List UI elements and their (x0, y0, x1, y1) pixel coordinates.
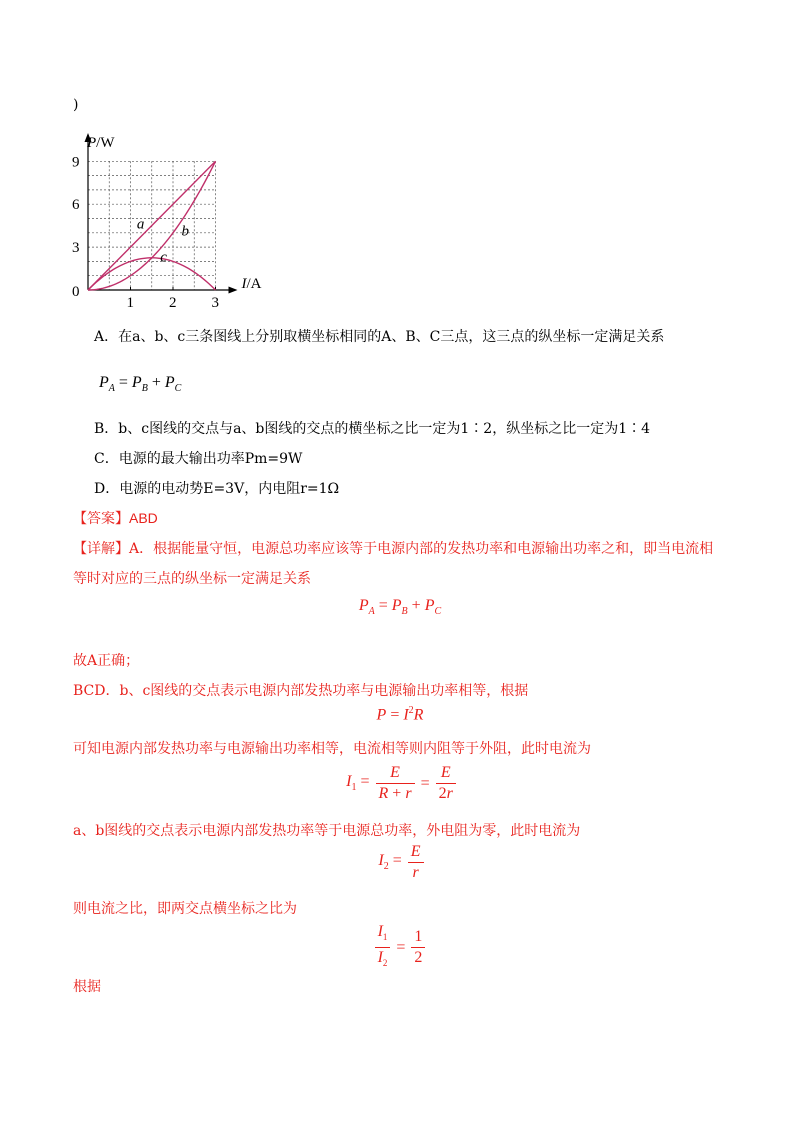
y-axis-label: P/W (87, 135, 115, 151)
answer-label: 【答案】 (73, 511, 129, 527)
origin-label: 0 (72, 284, 80, 300)
option-a-label: A．在a、b、c三条图线上分别取横坐标相同的A、B、C三点，这三点的纵坐标一定满足关系 (94, 329, 665, 345)
option-a-formula: $P_A = P_B + P_C$ (99, 374, 182, 395)
explanation-label: 【详解】 (73, 541, 129, 557)
explanation-formula-4: $I_2$ = $\frac{E}{r}$ (0, 842, 800, 883)
option-c-text: C．电源的最大输出功率Pm=9W (94, 451, 303, 467)
y-tick-label: 9 (72, 154, 80, 171)
explanation-line-8: 根据 (73, 979, 101, 995)
power-current-graph (60, 125, 290, 310)
y-tick-label: 6 (72, 197, 80, 214)
option-a-text (94, 326, 664, 346)
explanation-line-6: a、b图线的交点表示电源内部发热功率等于电源总功率，外电阻为零，此时电流为 (73, 823, 581, 839)
answer-line (73, 508, 158, 528)
explanation-formula-3: $I_1$ = $\frac{E}{R + r}$ = $\frac{E}{2r}$ (0, 763, 800, 804)
explanation-line-4: BCD．b、c图线的交点表示电源内部发热功率与电源输出功率相等，根据 (73, 683, 529, 699)
explanation-formula-5: $\frac{I_1}{I_2}$ = $\frac{1}{2}$ (0, 922, 800, 973)
explanation-line-5: 可知电源内部发热功率与电源输出功率相等，电流相等则内阻等于外阻，此时电流为 (73, 741, 591, 757)
top-paren: ) (73, 97, 79, 113)
explanation-formula-1: $P_A = P_B + P_C$ (358, 597, 442, 618)
curve-label-c: c (160, 249, 167, 266)
explanation-formula-2: $P = I^2R$ (376, 705, 424, 724)
explanation-line-7: 则电流之比，即两交点横坐标之比为 (73, 901, 297, 917)
option-b-text: B．b、c图线的交点与a、b图线的交点的横坐标之比一定为1∶2，纵坐标之比一定为1∶4 (94, 421, 651, 437)
x-tick-label: 1 (126, 295, 134, 310)
answer-value: ABD (129, 510, 158, 526)
x-tick-label: 3 (211, 295, 219, 310)
explanation-line-2: 等时对应的三点的纵坐标一定满足关系 (73, 571, 311, 587)
explanation-line-1: 【详解】A．根据能量守恒，电源总功率应该等于电源内部的发热功率和电源输出功率之和，即当电流相 (73, 541, 714, 557)
x-tick-label: 2 (169, 295, 177, 310)
curve-label-a: a (136, 216, 145, 233)
x-axis-arrow (229, 287, 238, 294)
curve-label-b: b (181, 223, 189, 240)
x-axis-label: I/A (241, 276, 262, 292)
explanation-line-3: 故A正确； (73, 653, 140, 669)
y-tick-label: 3 (72, 240, 80, 257)
option-d-text: D．电源的电动势E=3V，内电阻r=1Ω (94, 481, 340, 497)
